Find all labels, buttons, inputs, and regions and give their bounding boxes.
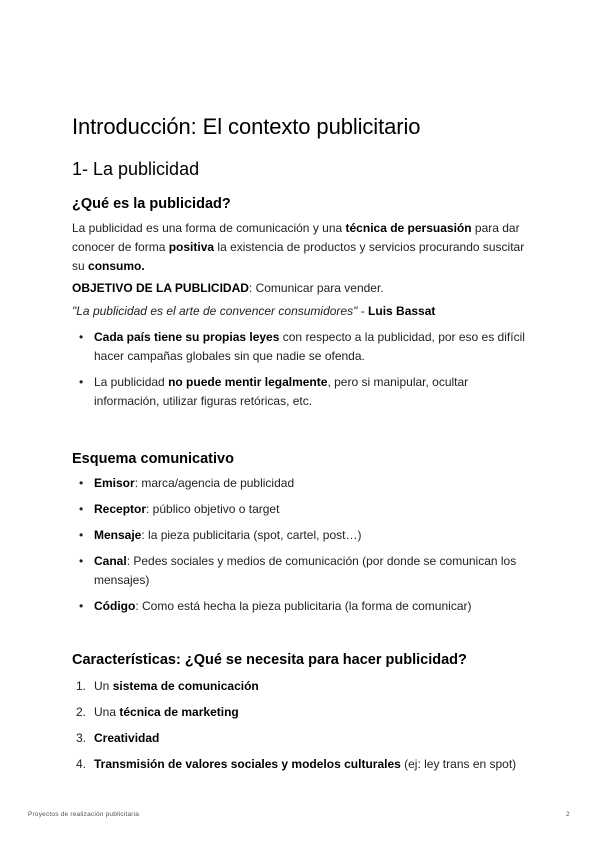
list-item: • Canal: Pedes sociales y medios de comunicación (por donde se comunican los mensajes) [79,554,517,587]
footer-page-number: 2 [566,811,570,818]
list-item: 1. Un sistema de comunicación [76,679,259,693]
bullet-icon: • [79,375,84,389]
subheading-que-es-la-publicidad: ¿Qué es la publicidad? [72,196,231,212]
list-item: • Código: Como está hecha la pieza publicitaria (la forma de comunicar) [72,597,532,616]
list-item: 2. Una técnica de marketing [76,705,239,719]
list-item: • Cada país tiene su propias leyes con respecto a la publicidad, por eso es difícil hacer campañas globales sin que nadie se ofenda. [79,330,525,363]
objective-line: OBJETIVO DE LA PUBLICIDAD: Comunicar para vender. [72,281,384,295]
bullet-icon: • [79,528,84,542]
list-item: • Emisor: marca/agencia de publicidad [72,474,532,493]
bullet-icon: • [79,502,84,516]
list-item: 4. Transmisión de valores sociales y modelos culturales (ej: ley trans en spot) [76,757,517,771]
definition-paragraph: La publicidad es una forma de comunicación y una técnica de persuasión para dar conocer de forma positiva la existencia de productos y servicios procurando suscitar su consumo. [72,221,525,273]
bullet-icon: • [79,476,84,490]
section-heading-caracteristicas: Características: ¿Qué se necesita para hacer publicidad? [72,652,467,668]
quote-line: "La publicidad es el arte de convencer consumidores" - Luis Bassat [72,304,436,318]
bullet-icon: • [79,554,84,568]
list-item: • Mensaje: la pieza publicitaria (spot, cartel, post…) [72,526,532,545]
list-item: • Receptor: público objetivo o target [72,500,532,519]
list-item: • La publicidad no puede mentir legalmente, pero si manipular, ocultar información, utilizar figuras retóricas, etc. [79,375,469,408]
caracteristicas-numbered-list [72,677,532,781]
page-title: Introducción: El contexto publicitario [72,114,421,139]
publicidad-bullet-list [72,328,532,418]
list-item: 3. Creatividad [76,731,160,745]
section-heading-la-publicidad: 1- La publicidad [72,159,200,179]
bullet-icon: • [79,599,84,613]
esquema-bullet-list [72,474,532,623]
section-heading-esquema-comunicativo: Esquema comunicativo [72,451,234,467]
footer-document-title: Proyectos de realización publicitaria [28,811,140,818]
bullet-icon: • [79,330,84,344]
